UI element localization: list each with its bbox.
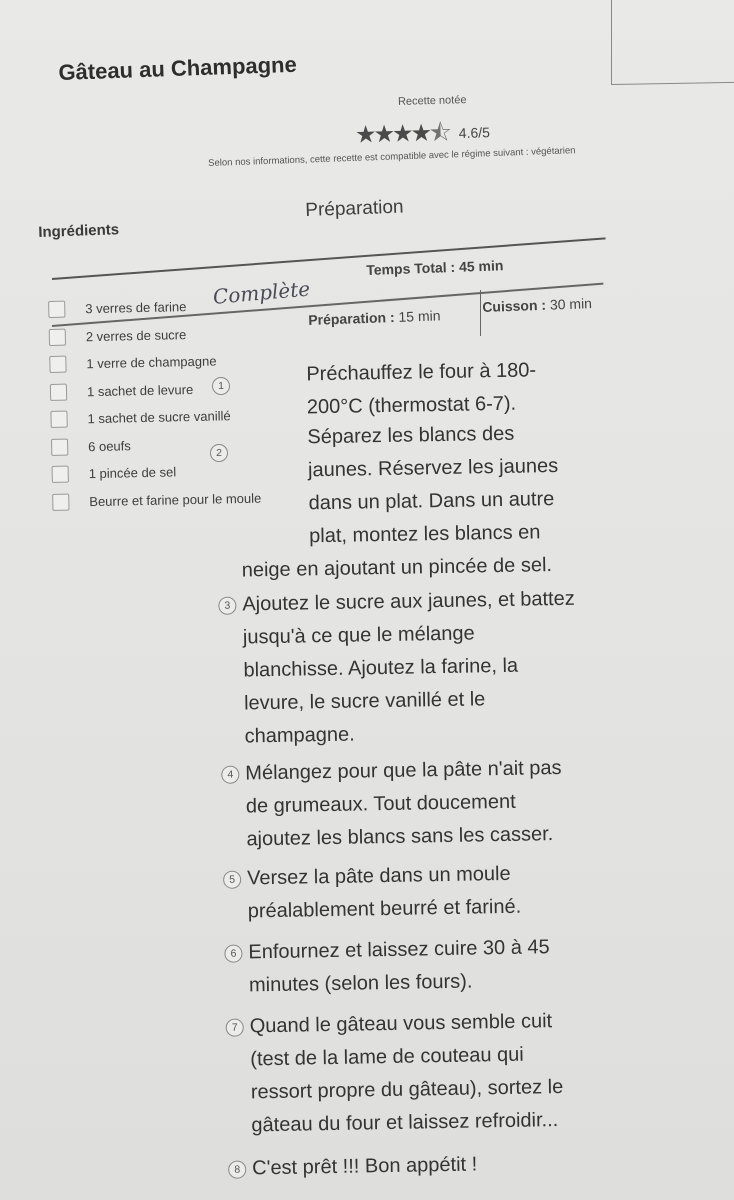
step-item bbox=[224, 583, 577, 754]
cook-time-value: 30 min bbox=[549, 295, 593, 313]
step-line: Mélangez pour que la pâte n'ait pas bbox=[245, 756, 562, 785]
step-line: (test de la lame de couteau qui bbox=[250, 1043, 524, 1071]
recipe-title: Gâteau au Champagne bbox=[58, 51, 298, 85]
step-item bbox=[307, 417, 559, 553]
ingredient-checkbox[interactable] bbox=[51, 438, 68, 455]
ingredient-checkbox[interactable] bbox=[48, 301, 65, 318]
rating bbox=[355, 120, 491, 148]
ingredient-label: 6 oeufs bbox=[88, 438, 131, 454]
handwritten-note: Complète bbox=[212, 276, 311, 309]
ingredient-checkbox[interactable] bbox=[52, 466, 69, 483]
step-item bbox=[230, 931, 550, 1002]
ingredient-label: 3 verres de farine bbox=[85, 299, 187, 317]
step-line: gâteau du four et laissez refroidir... bbox=[251, 1109, 559, 1137]
step-line: dans un plat. Dans un autre bbox=[308, 488, 555, 515]
total-time: Temps Total : 45 min bbox=[366, 257, 504, 278]
divider bbox=[480, 290, 481, 336]
prep-time-value: 15 min bbox=[398, 307, 441, 325]
step-line: 200°C (thermostat 6-7). bbox=[306, 392, 517, 419]
step-line: jusqu'à ce que le mélange bbox=[242, 622, 475, 649]
ingredients-heading: Ingrédients bbox=[38, 221, 120, 241]
step-number-badge: 7 bbox=[226, 1019, 244, 1037]
step-line: ressort propre du gâteau), sortez le bbox=[250, 1075, 564, 1104]
step-line: jaunes. Réservez les jaunes bbox=[307, 454, 559, 482]
step-number-badge: 5 bbox=[223, 871, 241, 889]
ingredient-item bbox=[51, 429, 261, 461]
step-item bbox=[306, 354, 537, 424]
step-line: Versez la pâte dans un moule bbox=[246, 862, 511, 890]
step-number-badge: 8 bbox=[228, 1160, 246, 1178]
step-line: minutes (selon les fours). bbox=[248, 970, 473, 997]
step-item bbox=[231, 1005, 564, 1142]
diet-note: Selon nos informations, cette recette est compatible avec le régime suivant : végétarien bbox=[208, 145, 576, 169]
divider bbox=[52, 237, 606, 279]
step-line: neige en ajoutant un pincée de sel. bbox=[241, 554, 553, 582]
step-item bbox=[229, 858, 522, 929]
rated-label: Recette notée bbox=[397, 94, 467, 108]
ingredient-checkbox[interactable] bbox=[50, 411, 67, 428]
step-number-badge: 6 bbox=[224, 945, 242, 963]
rating-value: 4.6/5 bbox=[458, 124, 491, 142]
ingredient-label: 1 pincée de sel bbox=[88, 464, 177, 482]
preparation-steps bbox=[210, 348, 630, 1180]
step-line: C'est prêt !!! Bon appétit ! bbox=[252, 1153, 478, 1180]
step-line: Préchauffez le four à 180- bbox=[306, 359, 537, 386]
step-number-badge: 4 bbox=[221, 766, 239, 784]
step-line: Séparez les blancs des bbox=[307, 422, 515, 449]
preparation-heading: Préparation bbox=[305, 196, 404, 221]
star-icon: ★ bbox=[354, 121, 374, 149]
step-line: Ajoutez le sucre aux jaunes, et battez bbox=[242, 587, 575, 616]
star-icon: ★ bbox=[410, 119, 430, 148]
cook-time bbox=[482, 295, 592, 315]
star-icon: ★ bbox=[391, 120, 411, 148]
ingredient-item bbox=[50, 402, 260, 434]
step-line: champagne. bbox=[244, 723, 355, 748]
step-line: Enfournez et laissez cuire 30 à 45 bbox=[248, 936, 550, 964]
step-line: plat, montez les blancs en bbox=[308, 521, 541, 548]
step-line: blanchisse. Ajoutez la farine, la bbox=[243, 654, 519, 682]
step-item bbox=[241, 549, 552, 587]
half-star-icon: ⯪ bbox=[428, 119, 450, 147]
ingredient-item bbox=[49, 347, 259, 379]
step-line: Quand le gâteau vous semble cuit bbox=[249, 1010, 553, 1038]
step-number-badge: 2 bbox=[210, 444, 228, 462]
prep-time-label: Préparation : bbox=[308, 308, 399, 328]
ingredient-label: 1 sachet de levure bbox=[86, 381, 194, 399]
ingredient-checkbox[interactable] bbox=[49, 328, 66, 345]
step-line: de grumeaux. Tout doucement bbox=[245, 790, 516, 818]
step-line: ajoutez les blancs sans les casser. bbox=[246, 823, 554, 851]
corner-rule-vertical bbox=[611, 0, 612, 85]
star-icon: ★ bbox=[373, 120, 393, 149]
corner-rule-horizontal bbox=[611, 82, 734, 85]
step-item bbox=[234, 1148, 478, 1185]
ingredient-label: Beurre et farine pour le moule bbox=[89, 490, 262, 509]
step-item bbox=[227, 752, 563, 857]
ingredient-list bbox=[48, 292, 262, 516]
ingredient-label: 2 verres de sucre bbox=[85, 326, 187, 344]
ingredient-checkbox[interactable] bbox=[52, 493, 69, 510]
step-line: levure, le sucre vanillé et le bbox=[243, 688, 486, 715]
ingredient-label: 1 verre de champagne bbox=[86, 353, 217, 372]
ingredient-checkbox[interactable] bbox=[49, 356, 66, 373]
ingredient-item bbox=[52, 484, 262, 516]
ingredient-item bbox=[51, 457, 261, 489]
cook-time-label: Cuisson : bbox=[482, 296, 551, 315]
ingredient-checkbox[interactable] bbox=[50, 383, 67, 400]
step-line: préalablement beurré et fariné. bbox=[247, 895, 522, 923]
step-number-badge: 1 bbox=[212, 377, 230, 395]
step-number-badge: 3 bbox=[218, 597, 236, 615]
prep-time bbox=[308, 307, 441, 328]
ingredient-label: 1 sachet de sucre vanillé bbox=[87, 408, 231, 427]
ingredient-item bbox=[49, 319, 259, 351]
